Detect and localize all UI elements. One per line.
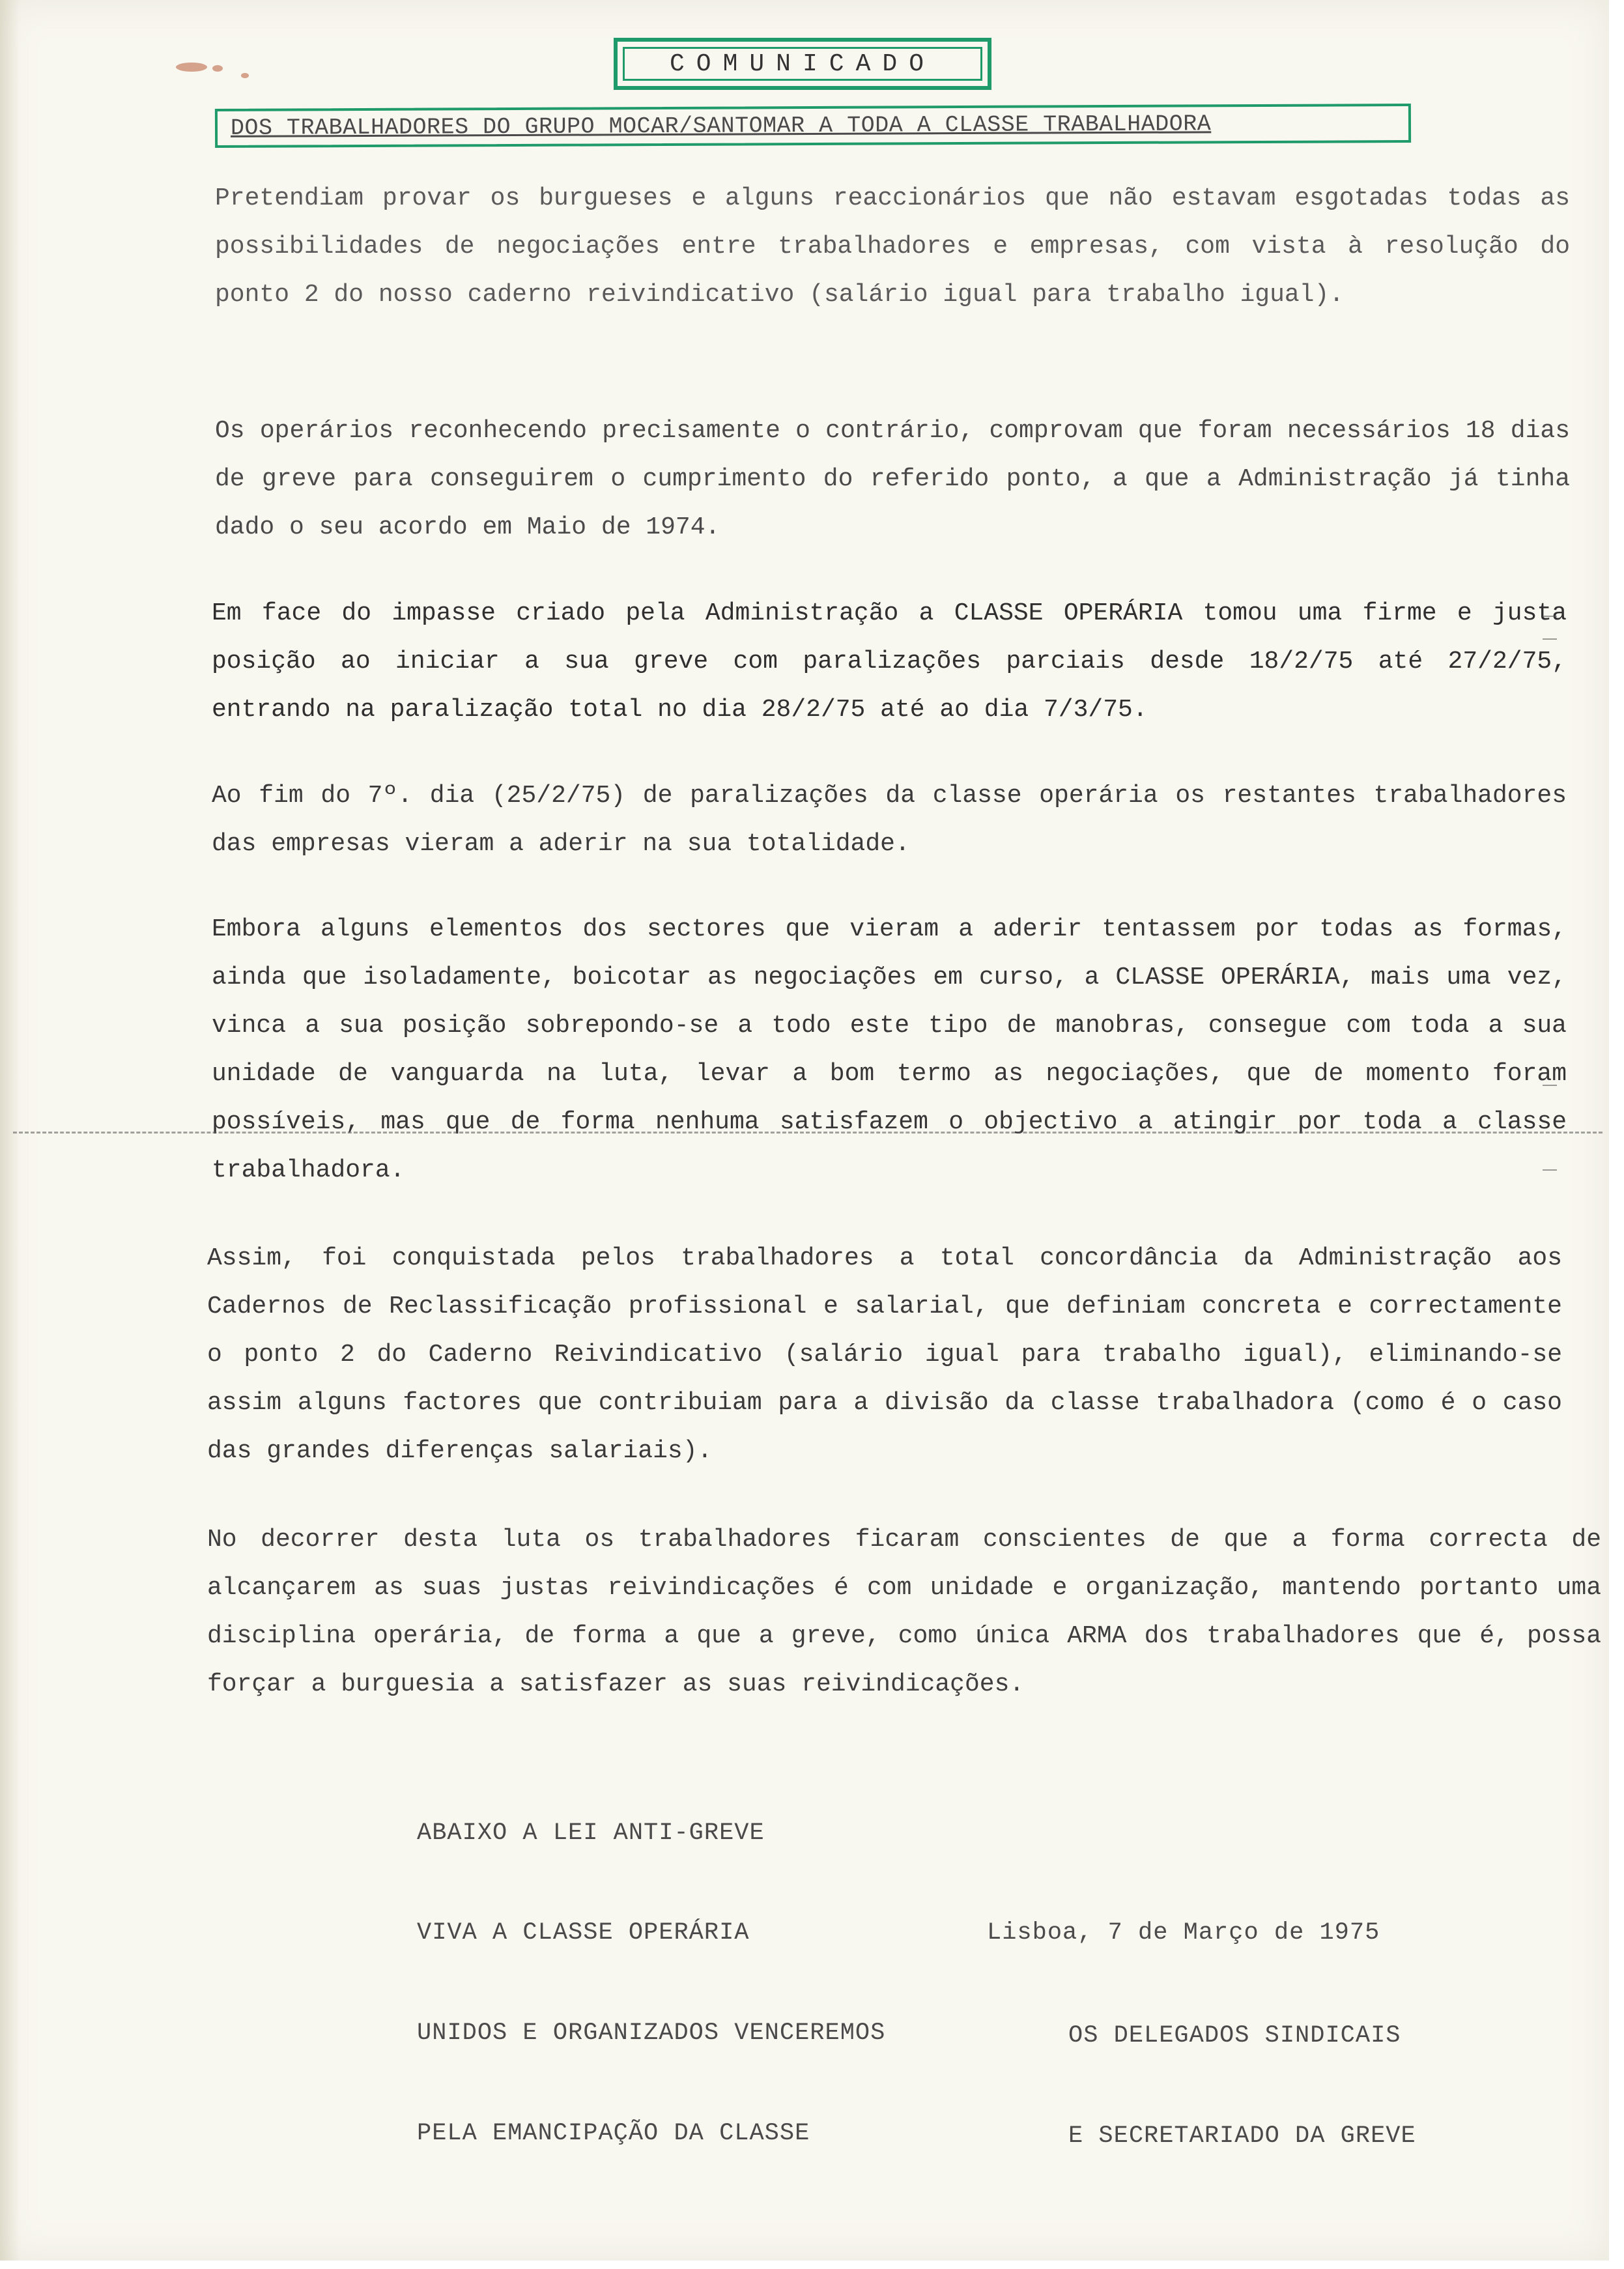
- subtitle-box: [215, 104, 1411, 148]
- margin-tick: [1543, 1085, 1557, 1086]
- paragraph-1: Pretendiam provar os burgueses e alguns reaccionários que não estavam esgotadas todas as possibilidades de negociações entre trabalhadores e empresas, com vista à resolução do ponto 2 do nosso caderno reivindicativo (salário igual para trabalho igual).: [215, 184, 1570, 309]
- paragraph-7: No decorrer desta luta os trabalhadores ficaram conscientes de que a forma correcta de alcançarem as suas justas reivindicações é com unidade e organização, mantendo portanto uma disciplina operária, de forma a que a greve, como única ARMA dos trabalhadores que é, possa forçar a burguesia a satisfazer as suas reivindicações.: [207, 1526, 1601, 1698]
- fold-crease-line: [13, 1132, 1603, 1134]
- margin-tick: [1543, 638, 1557, 640]
- paragraph-5: Embora alguns elementos dos sectores que vieram a aderir tentassem por todas as formas, ainda que isoladamente, boicotar as negociações em curso, a CLASSE OPERÁRIA, mais uma vez, vinca a sua posição sobrepondo-se a todo este tipo de manobras, consegue com toda a sua unidade de vanguarda na luta, levar a bom termo as negociações, que de momento foram possíveis, mas que de forma nenhuma satisfazem o objectivo a atingir por toda a classe trabalhadora.: [212, 915, 1567, 1184]
- slogan-4: PELA EMANCIPAÇÃO DA CLASSE: [417, 2120, 810, 2147]
- slogan-2: VIVA A CLASSE OPERÁRIA: [417, 1919, 750, 1947]
- paragraph-3: Em face do impasse criado pela Administração a CLASSE OPERÁRIA tomou uma firme e justa posição ao iniciar a sua greve com paralizações parciais desde 18/2/75 até 27/2/75, entrando na paralização total no dia 28/2/75 até ao dia 7/3/75.: [212, 599, 1567, 724]
- margin-tick: [1543, 616, 1557, 617]
- paragraph-6: Assim, foi conquistada pelos trabalhadores a total concordância da Administração aos Cadernos de Reclassificação profissional e salarial, que definiam concreta e correctamente o ponto 2 do Caderno Reivindicativo (salário igual para trabalho igual), eliminando-se assim alguns factores que contribuiam para a divisão da classe trabalhadora (como é o caso das grandes diferenças salariais).: [207, 1244, 1562, 1465]
- document-subtitle: DOS TRABALHADORES DO GRUPO MOCAR/SANTOMAR A TODA A CLASSE TRABALHADORA: [230, 111, 1212, 141]
- ink-stain: [176, 63, 207, 72]
- margin-tick: [1543, 1169, 1557, 1171]
- slogan-1: ABAIXO A LEI ANTI-GREVE: [417, 1819, 765, 1847]
- paragraph-2: Os operários reconhecendo precisamente o contrário, comprovam que foram necessários 18 dias de greve para conseguirem o cumprimento do referido ponto, a que a Administração já tinha dado o seu acordo em Maio de 1974.: [215, 417, 1570, 541]
- paragraph-4: Ao fim do 7º. dia (25/2/75) de paralizações da classe operária os restantes trabalhadores das empresas vieram a aderir na sua totalidade.: [212, 782, 1567, 858]
- place-and-date: Lisboa, 7 de Março de 1975: [987, 1919, 1380, 1947]
- slogan-3: UNIDOS E ORGANIZADOS VENCEREMOS: [417, 2019, 886, 2047]
- document-title: COMUNICADO: [669, 50, 936, 78]
- ink-stain: [241, 73, 249, 78]
- signature-line-2: E SECRETARIADO DA GREVE: [1068, 2122, 1416, 2150]
- ink-stain: [212, 65, 223, 72]
- paper-edge-shadow: [0, 0, 20, 2261]
- signature-line-1: OS DELEGADOS SINDICAIS: [1068, 2022, 1401, 2049]
- title-box: [614, 38, 991, 90]
